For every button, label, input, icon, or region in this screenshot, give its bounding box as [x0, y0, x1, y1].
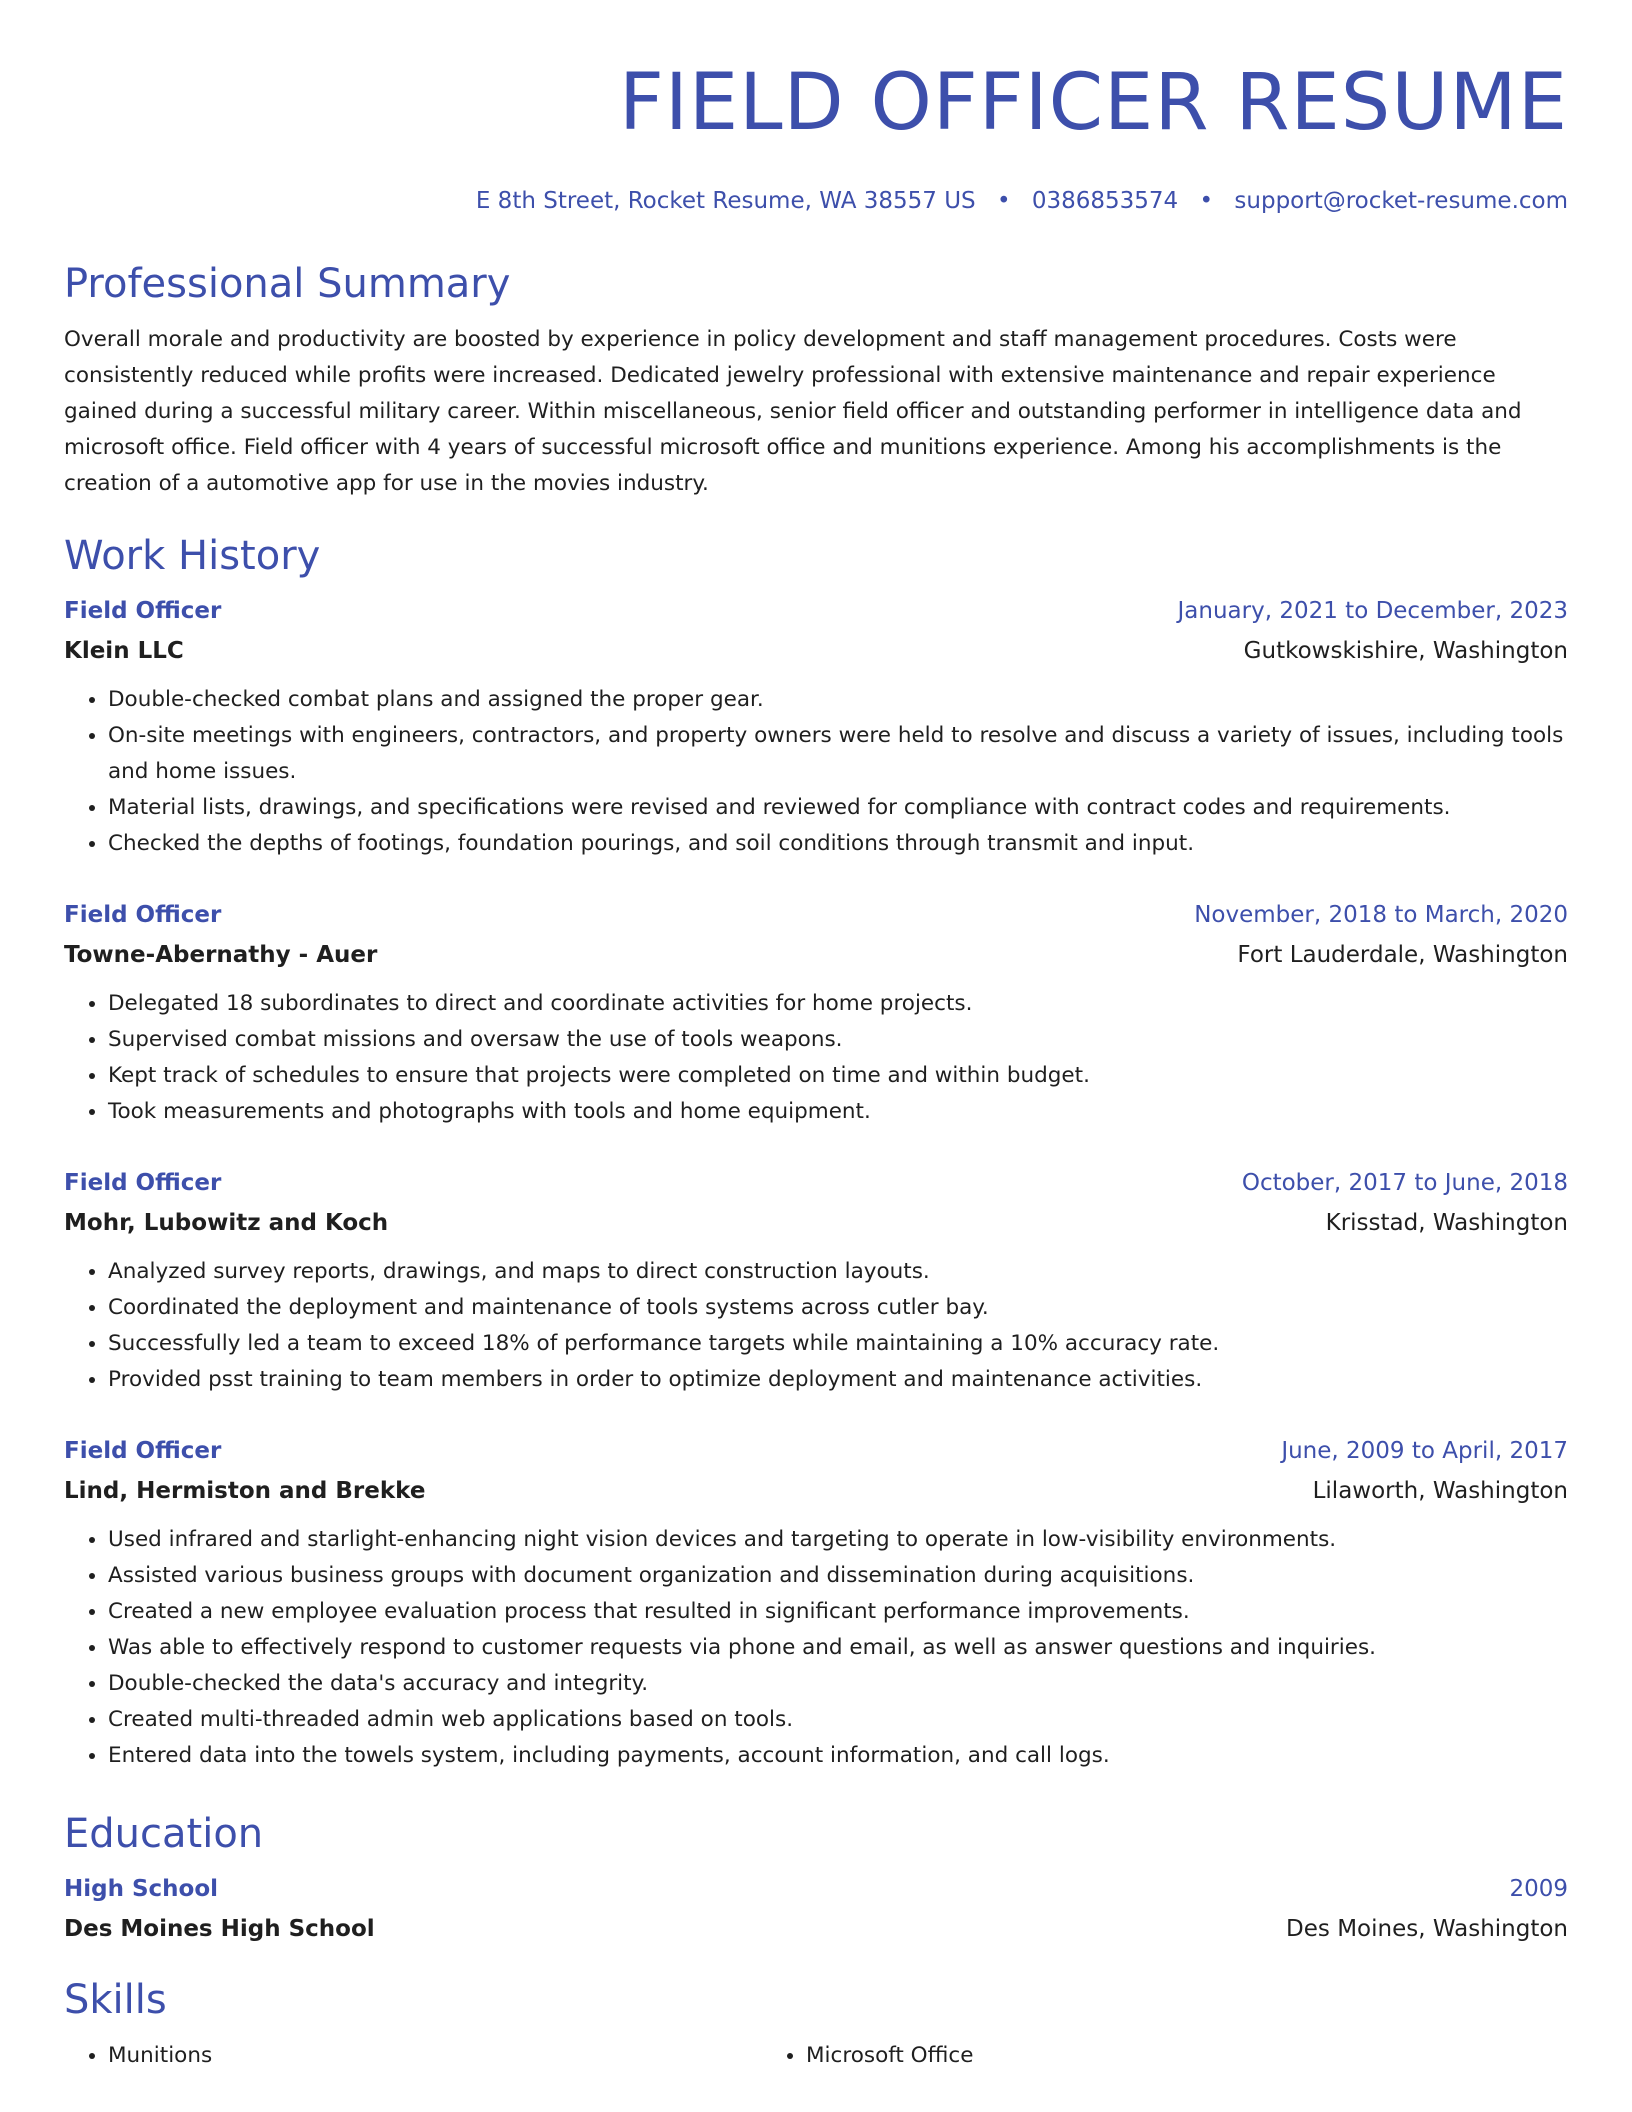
contact-separator: • [996, 188, 1011, 214]
education-school: Des Moines High School [64, 1916, 375, 1942]
education-year: 2009 [1509, 1876, 1568, 1902]
contact-separator: • [1199, 188, 1214, 214]
job-bullet: • Supervised combat missions and oversaw the use of tools weapons. [108, 1022, 1568, 1058]
job-dates: June, 2009 to April, 2017 [1281, 1438, 1568, 1464]
job-bullet: • Kept track of schedules to ensure that projects were completed on time and within budget. [108, 1058, 1568, 1094]
job-company: Lind, Hermiston and Brekke [64, 1478, 426, 1504]
job-entry [64, 596, 1568, 862]
job-entry [64, 1436, 1568, 1774]
job-bullet: • Analyzed survey reports, drawings, and maps to direct construction layouts. [108, 1254, 1568, 1290]
job-dates: January, 2021 to December, 2023 [1177, 598, 1568, 624]
education-entry [64, 1874, 1568, 1944]
contact-email: support@rocket-resume.com [1234, 188, 1568, 214]
job-company: Towne-Abernathy - Auer [64, 942, 378, 968]
job-role: Field Officer [64, 598, 222, 624]
job-bullet: • Material lists, drawings, and specifications were revised and reviewed for compliance with contract codes and requirements. [108, 790, 1568, 826]
skills-column-right [762, 2038, 1460, 2074]
summary-text: Overall morale and productivity are boosted by experience in policy development and staff management procedures. Costs were consistently reduced while profits were increased. Dedicated jewelry professional with extensive maintenance and repair experience gained during a successful military career. Within miscellaneous, senior field officer and outstanding performer in intelligence data and microsoft office. Field officer with 4 years of successful microsoft office and munitions experience. Among his accomplishments is the creation of a automotive app for use in the movies industry. [64, 327, 1522, 496]
job-role: Field Officer [64, 902, 222, 928]
job-bullet: • Provided psst training to team members in order to optimize deployment and maintenance activities. [108, 1362, 1568, 1398]
skill-item: • Microsoft Office [806, 2038, 1460, 2074]
job-role: Field Officer [64, 1170, 222, 1196]
education-heading: Education [64, 1811, 264, 1857]
contact-phone: 0386853574 [1031, 188, 1179, 214]
job-location: Lilaworth, Washington [1312, 1478, 1568, 1504]
job-bullet: • Coordinated the deployment and maintenance of tools systems across cutler bay. [108, 1290, 1568, 1326]
job-company: Mohr, Lubowitz and Koch [64, 1210, 389, 1236]
job-location: Fort Lauderdale, Washington [1237, 942, 1568, 968]
job-bullet: • Successfully led a team to exceed 18% of performance targets while maintaining a 10% accuracy rate. [108, 1326, 1568, 1362]
skills-list [64, 2038, 1568, 2074]
contact-line [64, 186, 1568, 216]
job-location: Krisstad, Washington [1325, 1210, 1568, 1236]
job-bullets [64, 986, 1568, 1130]
job-entry [64, 1168, 1568, 1398]
skills-heading: Skills [64, 1977, 167, 2023]
resume-title: FIELD OFFICER RESUME [619, 58, 1568, 148]
job-role: Field Officer [64, 1438, 222, 1464]
job-bullet: • Created multi-threaded admin web applications based on tools. [108, 1702, 1568, 1738]
job-bullets [64, 1522, 1568, 1774]
job-bullet: • Assisted various business groups with document organization and dissemination during acquisitions. [108, 1558, 1568, 1594]
job-bullet: • Was able to effectively respond to customer requests via phone and email, as well as answer questions and inquiries. [108, 1630, 1568, 1666]
job-bullet: • Took measurements and photographs with tools and home equipment. [108, 1094, 1568, 1130]
job-location: Gutkowskishire, Washington [1243, 638, 1568, 664]
job-bullet: • On-site meetings with engineers, contractors, and property owners were held to resolve and discuss a variety of issues, including tools and home issues. [108, 718, 1568, 790]
job-bullets [64, 1254, 1568, 1398]
job-bullet: • Double-checked combat plans and assigned the proper gear. [108, 682, 1568, 718]
job-dates: October, 2017 to June, 2018 [1241, 1170, 1568, 1196]
job-bullet: • Delegated 18 subordinates to direct and coordinate activities for home projects. [108, 986, 1568, 1022]
resume-page [64, 0, 1568, 2074]
job-bullet: • Created a new employee evaluation process that resulted in significant performance improvements. [108, 1594, 1568, 1630]
summary-heading: Professional Summary [64, 261, 511, 307]
work-history-heading: Work History [64, 533, 321, 579]
education-degree: High School [64, 1876, 219, 1902]
skills-column-left [64, 2038, 762, 2074]
contact-address: E 8th Street, Rocket Resume, WA 38557 US [475, 188, 976, 214]
job-dates: November, 2018 to March, 2020 [1194, 902, 1568, 928]
job-bullet: • Checked the depths of footings, foundation pourings, and soil conditions through transmit and input. [108, 826, 1568, 862]
job-bullet: • Entered data into the towels system, including payments, account information, and call logs. [108, 1738, 1568, 1774]
job-bullet: • Used infrared and starlight-enhancing night vision devices and targeting to operate in low-visibility environments. [108, 1522, 1568, 1558]
job-bullet: • Double-checked the data's accuracy and integrity. [108, 1666, 1568, 1702]
job-bullets [64, 682, 1568, 862]
job-company: Klein LLC [64, 638, 184, 664]
skill-item: • Munitions [108, 2038, 762, 2074]
education-location: Des Moines, Washington [1286, 1916, 1568, 1942]
job-entry [64, 900, 1568, 1130]
